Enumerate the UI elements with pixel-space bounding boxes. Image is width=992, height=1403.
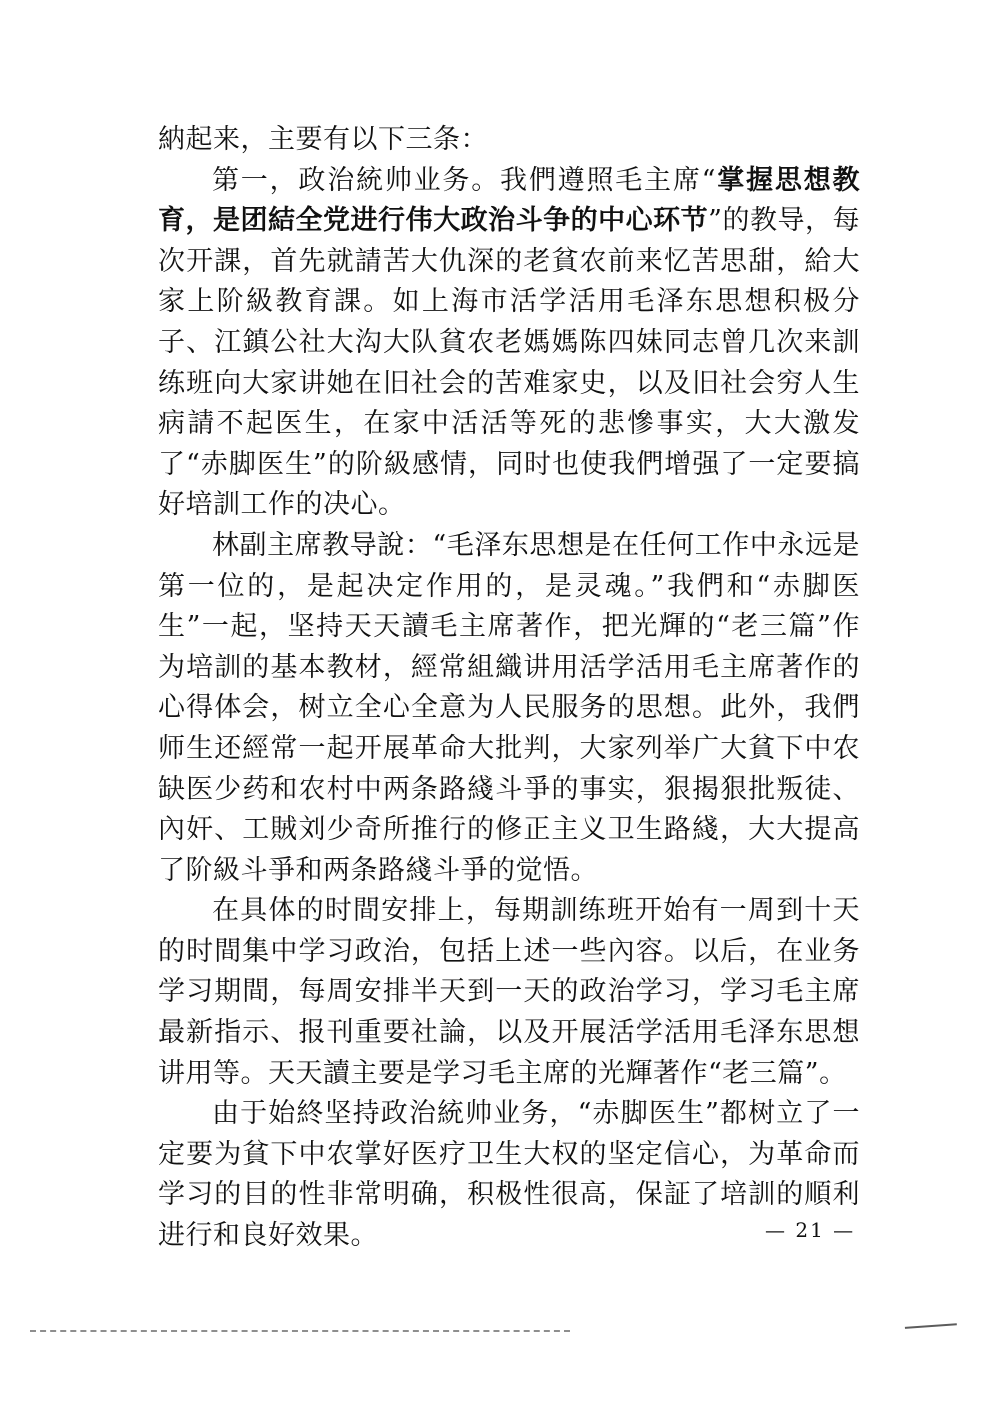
text-segment: 納起来，主要有以下三条： — [158, 124, 488, 155]
paragraph — [158, 120, 860, 161]
text-segment: 林副主席教导說：“毛泽东思想是在任何工作中永远是第一位的，是起决定作用的，是灵魂。”我們和“赤脚医生”一起，坚持天天讀毛主席著作，把光輝的“老三篇”作为培訓的基本教材，經常組織讲用活学活用毛主席著作的心得体会，树立全心全意为人民服务的思想。此外，我們师生还經常一起开展革命大批判，大家列举广大貧下中农缺医少药和农村中两条路綫斗爭的事实，狠揭狠批叛徒、內奸、工賊刘少奇所推行的修正主义卫生路綫，大大提高了阶級斗爭和两条路綫斗爭的觉悟。 — [158, 529, 860, 886]
scan-edge-artifact — [30, 1330, 570, 1342]
paragraph — [158, 526, 860, 891]
text-segment: ”的教导，每次开課，首先就請苦大仇深的老貧农前来忆苦思甜，給大家上阶級教育課。如上海市活学活用毛泽东思想积极分子、江鎮公社大沟大队貧农老媽媽陈四妹同志曾几次来訓练班向大家讲她在旧社会的苦难家史，以及旧社会穷人生病請不起医生，在家中活活等死的悲慘事实，大大激发了“赤脚医生”的阶級感情，同时也使我們增强了一定要搞好培訓工作的决心。 — [158, 205, 860, 521]
paragraph — [158, 161, 860, 526]
paragraph — [158, 1094, 860, 1256]
body-text — [158, 120, 860, 1257]
paragraph — [158, 891, 860, 1094]
page-number: — 21 — — [765, 1218, 856, 1242]
text-segment: 第一，政治統帅业务。我們遵照毛主席“ — [212, 164, 716, 196]
text-segment: 在具体的时間安排上，每期訓练班开始有一周到十天的时間集中学习政治，包括上述一些內容。以后，在业务学习期間，每周安排半天到一天的政治学习，学习毛主席最新指示、报刊重要社論，以及开展活学活用毛泽东思想讲用等。天天讀主要是学习毛主席的光輝著作“老三篇”。 — [158, 895, 860, 1089]
emphasized-quote: 掌握思想教育，是团結全党进行伟大政治斗争的中心环节 — [158, 164, 861, 237]
scan-edge-mark — [905, 1323, 957, 1333]
text-segment: 由于始終坚持政治統帅业务，“赤脚医生”都树立了一定要为貧下中农掌好医疗卫生大权的坚定信心，为革命而学习的目的性非常明确，积极性很高，保証了培訓的順利进行和良好效果。 — [158, 1098, 860, 1252]
